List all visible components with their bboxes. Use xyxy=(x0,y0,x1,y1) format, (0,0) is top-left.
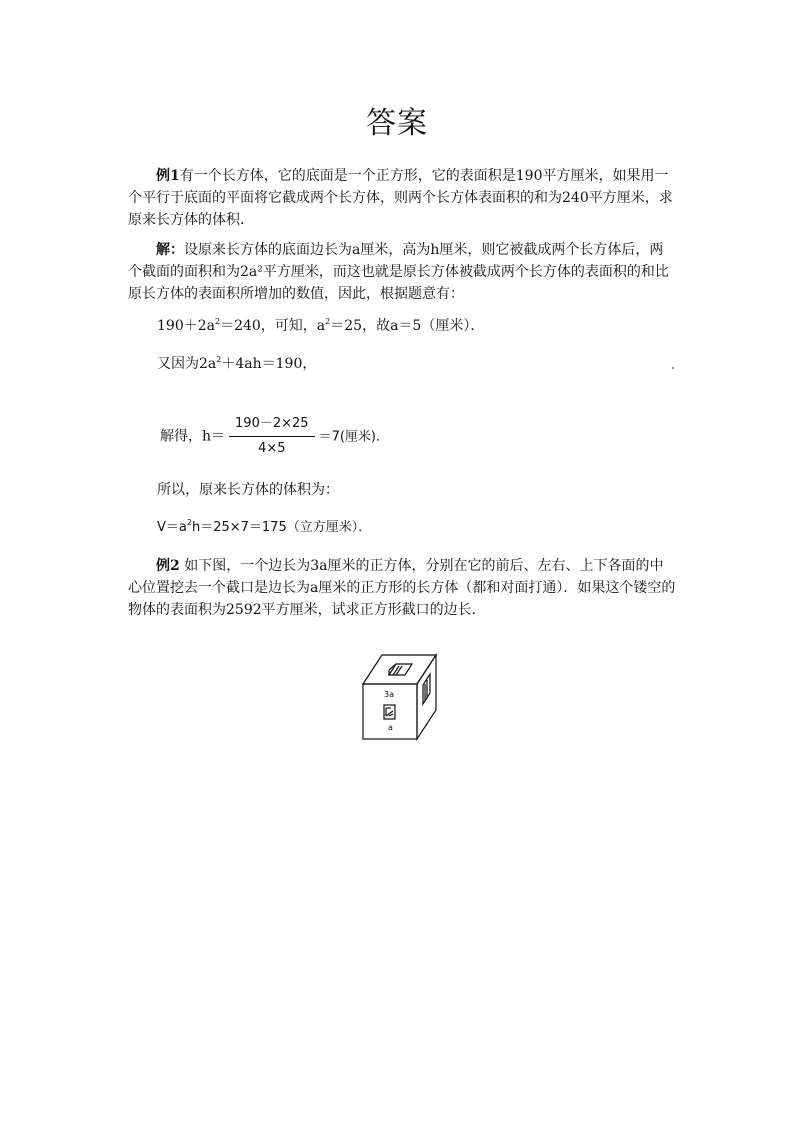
label-outer-side: 3a xyxy=(384,690,394,699)
equation-5 xyxy=(157,518,371,538)
example-1-label: 例1 xyxy=(156,168,180,184)
eq2-part-c: ＋4ah＝190， xyxy=(221,356,317,372)
eq1-part-a: 190＋2a xyxy=(157,318,215,334)
equation-1 xyxy=(157,316,484,336)
page-title: 答案 xyxy=(366,106,428,141)
equation-3 xyxy=(160,414,389,459)
example-1-paragraph xyxy=(128,165,676,231)
fraction-numerator: 190－2×25 xyxy=(229,414,315,437)
solution-text: 设原来长方体的底面边长为a厘米，高为h厘米，则它被截成两个长方体后，两个截面的面积和为2a²平方厘米，而这也就是原长方体被截成两个长方体的表面积的和比原长方体的表面积所增加的数值，因此，根据题意有： xyxy=(128,242,669,302)
stray-dot xyxy=(672,367,674,369)
eq5-part-a: V＝a xyxy=(157,520,187,535)
label-inner-side: a xyxy=(388,723,393,732)
eq5-sup: 2 xyxy=(186,518,192,527)
fraction xyxy=(229,414,315,459)
example-2-label: 例2 xyxy=(156,558,180,574)
equation-4: 所以，原来长方体的体积为： xyxy=(157,482,339,498)
eq2-sup: 2 xyxy=(216,355,222,364)
eq2-part-a: 又因为2a xyxy=(157,356,217,372)
eq1-part-c: ＝240，可知，a xyxy=(220,318,326,334)
example-1-text: 有一个长方体，它的底面是一个正方形，它的表面积是190平方厘米，如果用一个平行于底面的平面将它截成两个长方体，则两个长方体表面积的和为240平方厘米，求原来长方体的体积． xyxy=(128,168,673,228)
eq5-part-c: h＝25×7＝175（立方厘米）． xyxy=(191,520,372,535)
eq1-sup-1: 2 xyxy=(214,317,221,326)
example-2-text: 如下图，一个边长为3a厘米的正方体，分别在它的前后、左右、上下各面的中心位置挖去一个截口是边长为a厘米的正方形的长方体（都和对面打通）．如果这个镂空的物体的表面积为2592平方厘米，试求正方形截口的边长． xyxy=(128,558,676,618)
cube-diagram xyxy=(360,652,440,742)
solution-label: 解： xyxy=(156,242,184,258)
eq1-sup-2: 2 xyxy=(325,317,331,326)
eq1-part-e: ＝25，故a＝5（厘米）． xyxy=(330,318,485,334)
solution-paragraph xyxy=(128,239,676,305)
eq3-suffix: ＝7(厘米)． xyxy=(318,429,389,445)
equation-2 xyxy=(157,354,316,374)
top-hole xyxy=(389,664,412,675)
eq3-prefix: 解得，h＝ xyxy=(160,428,226,445)
hollow-cube-figure xyxy=(360,652,440,746)
fraction-denominator: 4×5 xyxy=(258,441,286,456)
example-2-paragraph xyxy=(128,555,676,621)
